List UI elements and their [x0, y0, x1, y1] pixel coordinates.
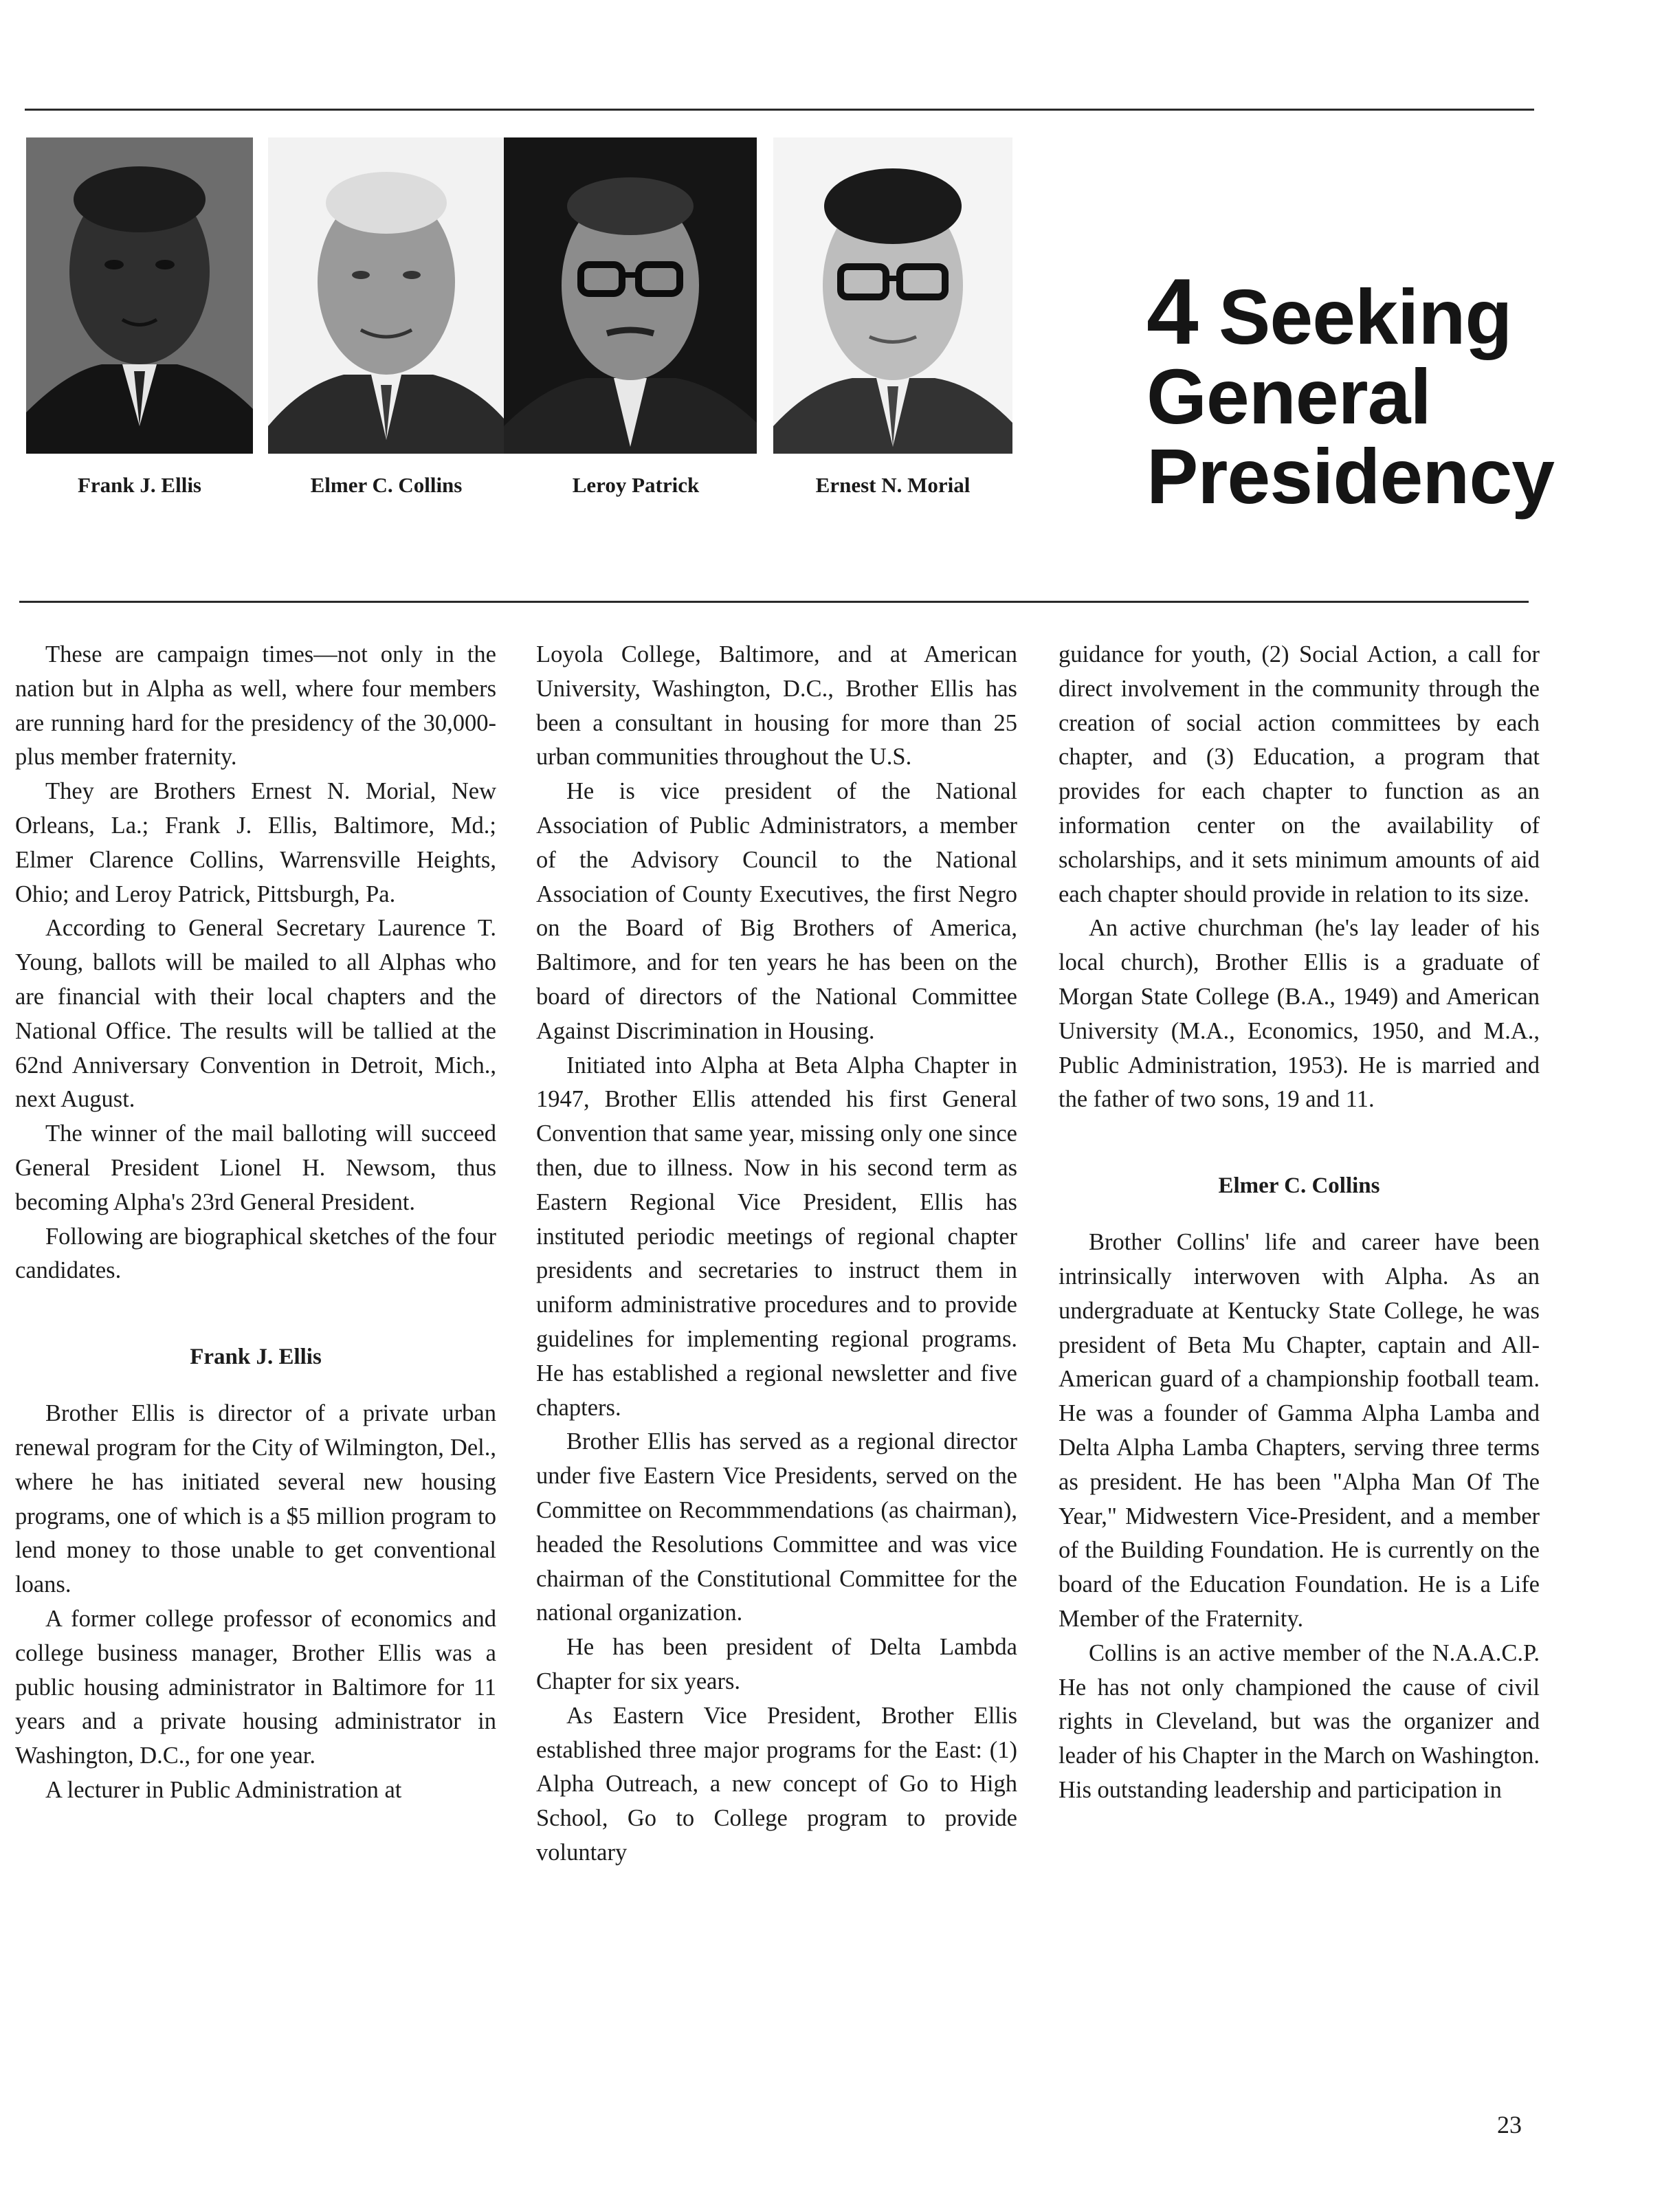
intro-paragraph: These are campaign times—not only in the nation but in Alpha as well, where four members are running hard for the presidency of the 30,000-plus member fraternity. [15, 641, 496, 771]
ellis-paragraph: Brother Ellis is director of a private urban renewal program for the City of Wilmington, Del., where he has initiated several new housing programs, one of which is a $5 million program to lend money to those unable to get conventional loans. [15, 1400, 496, 1598]
collins-paragraph: Collins is an active member of the N.A.A.C.P. He has not only championed the cause of civil rights in Cleveland, but was the organizer and leader of his Chapter in the March on Washington. His outstanding leadership and participation in [1059, 1639, 1540, 1803]
title-word-seeking: Seeking [1219, 274, 1512, 360]
ellis-paragraph: A former college professor of economics and college business manager, Brother Ellis was a public housing administrator in Baltimore for 11 years and a private housing administrator in Washington, D.C., for one year. [15, 1605, 496, 1769]
ellis-paragraph: An active churchman (he's lay leader of his local church), Brother Ellis is a graduate of Morgan State College (B.A., 1949) and American University (M.A., Economics, 1950, and M.A., Public Administration, 1953). He is married and the father of two sons, 19 and 11. [1059, 915, 1540, 1113]
ellis-paragraph: He has been president of Delta Lambda Chapter for six years. [536, 1634, 1017, 1694]
caption-frank-j-ellis: Frank J. Ellis [77, 473, 201, 497]
title-word-presidency: Presidency [1146, 433, 1555, 520]
caption-leroy-patrick: Leroy Patrick [572, 473, 700, 497]
article-column-2 [536, 638, 1017, 1870]
ellis-paragraph-continued: Loyola College, Baltimore, and at American University, Washington, D.C., Brother Ellis has been a consultant in housing for more than 25 urban communities throughout the U.S. [536, 641, 1017, 771]
article-column-3 [1059, 638, 1540, 1808]
ellis-paragraph: As Eastern Vice President, Brother Ellis established three major programs for the East: (1) Alpha Outreach, a new concept of Go to High School, Go to College program to provide voluntary [536, 1702, 1017, 1866]
title-number: 4 [1146, 259, 1198, 364]
ellis-paragraph: He is vice president of the National Association of Public Administrators, a member of the Advisory Council to the National Association of County Executives, the first Negro on the Board of Big Brothers of America, Baltimore, and for ten years he has been on the board of directors of the National Committee Against Discrimination in Housing. [536, 778, 1017, 1044]
article-column-1 [15, 638, 496, 1808]
ellis-paragraph-continued: guidance for youth, (2) Social Action, a call for direct involvement in the community through the creation of social action committees by each chapter, and (3) Education, a program that provides for each chapter to function as an information center on the availability of scholarships, and it sets minimum amounts of aid each chapter should provide in relation to its size. [1059, 641, 1540, 907]
portrait-frank-j-ellis-icon [26, 137, 253, 454]
portrait-ernest-n-morial-icon [773, 137, 1012, 454]
intro-paragraph: Following are biographical sketches of the four candidates. [15, 1223, 496, 1284]
ellis-paragraph: Initiated into Alpha at Beta Alpha Chapter in 1947, Brother Ellis attended his first General Convention that same year, missing only one since then, due to illness. Now in his second term as Eastern Regional Vice President, Ellis has instituted periodic meetings of regional chapter presidents and secretaries to instruct them in uniform administrative procedures and to provide guidelines for implementing regional programs. He has established a regional newsletter and five chapters. [536, 1052, 1017, 1421]
top-rule [25, 109, 1534, 111]
section-heading-ellis: Frank J. Ellis [190, 1345, 322, 1370]
page-number: 23 [1497, 2111, 1522, 2138]
section-heading-collins: Elmer C. Collins [1218, 1173, 1380, 1199]
collins-paragraph: Brother Collins' life and career have been intrinsically interwoven with Alpha. As an undergraduate at Kentucky State College, he was president of Beta Mu Chapter, captain and All-American guard of a championship football team. He was a founder of Gamma Alpha Lamba and Delta Alpha Lamba Chapters, serving three terms as president. He has been "Alpha Man Of The Year," Midwestern Vice-President, and a member of the Building Foundation. He is currently on the board of the Education Foundation. He is a Life Member of the Fraternity. [1059, 1229, 1540, 1632]
title-word-general: General [1146, 353, 1431, 440]
intro-paragraph: They are Brothers Ernest N. Morial, New Orleans, La.; Frank J. Ellis, Baltimore, Md.; Elmer Clarence Collins, Warrensville Heights, Ohio; and Leroy Patrick, Pittsburgh, Pa. [15, 778, 496, 907]
intro-paragraph: According to General Secretary Laurence T. Young, ballots will be mailed to all Alphas who are financial with their local chapters and the National Office. The results will be tallied at the 62nd Anniversary Convention in Detroit, Mich., next August. [15, 915, 496, 1113]
portrait-leroy-patrick-icon [504, 137, 757, 454]
page-title [1146, 259, 1573, 520]
section-rule [19, 601, 1529, 603]
ellis-paragraph: Brother Ellis has served as a regional director under five Eastern Vice Presidents, served on the Committee on Recommmendations (as chairman), headed the Resolutions Committee and was vice chairman of the Constitutional Committee for the national organization. [536, 1428, 1017, 1626]
intro-paragraph: The winner of the mail balloting will succeed General President Lionel H. Newsom, thus becoming Alpha's 23rd General President. [15, 1120, 496, 1215]
portrait-elmer-c-collins-icon [268, 137, 505, 454]
ellis-paragraph: A lecturer in Public Administration at [45, 1776, 402, 1803]
caption-ernest-n-morial: Ernest N. Morial [815, 473, 971, 497]
caption-elmer-c-collins: Elmer C. Collins [310, 473, 463, 497]
